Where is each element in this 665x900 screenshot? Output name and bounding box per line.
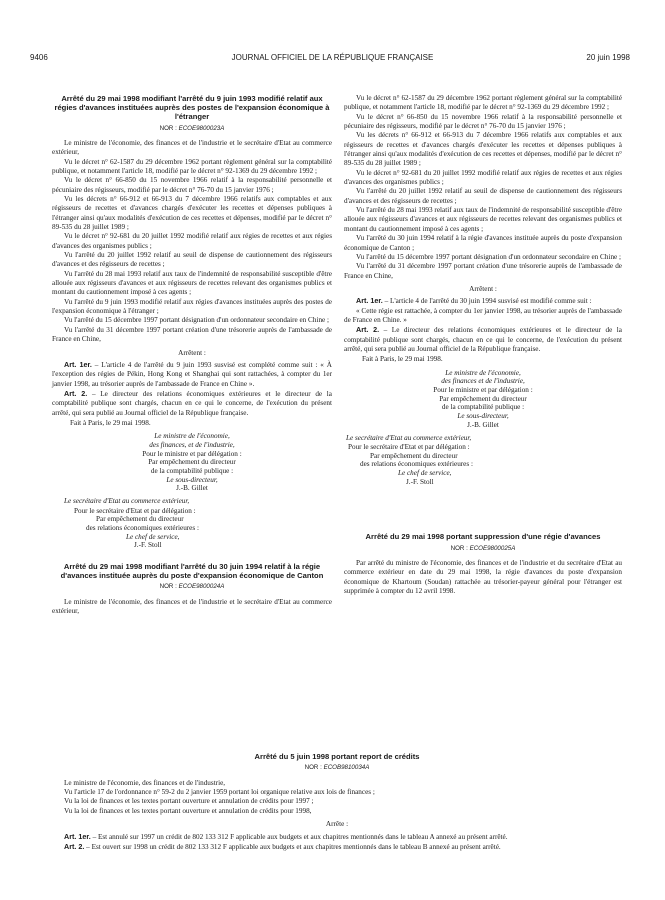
signature-name: J.-F. Stoll — [134, 541, 162, 550]
decree-2-nor — [52, 582, 332, 591]
bottom-section — [52, 752, 622, 852]
paragraph: Vu l'article 17 de l'ordonnance n° 59-2 du 2 janvier 1959 portant loi organique relative aux lois de finances ; — [64, 788, 375, 797]
article-1 — [52, 360, 332, 389]
article-1-quote: « Cette régie est rattachée, à compter du 1er janvier 1998, au trésorier auprès de l'ambassade de France en Chine. » — [344, 306, 622, 324]
article-1-label: Art. 1er. — [64, 831, 91, 841]
article-1 — [344, 296, 622, 306]
paragraph: Le ministre de l'économie, des finances et de l'industrie et le secrétaire d'Etat au commerce extérieur, — [52, 597, 332, 616]
arrete-heading: Arrête : — [325, 820, 349, 829]
paragraph: Vu l'arrêté du 31 décembre 1997 portant création d'une trésorerie auprès de l'ambassade de France en Chine, — [344, 262, 622, 280]
issue-date: 20 juin 1998 — [586, 53, 630, 62]
nor-label: NOR : — [450, 544, 468, 552]
signature-block-secretary — [344, 443, 622, 487]
paragraph: Vu l'arrêté du 31 décembre 1997 portant création d'une trésorerie auprès de l'ambassade de France en Chine, — [52, 325, 332, 344]
paragraph: Le ministre de l'économie, des finances et de l'industrie et le secrétaire d'Etat au commerce extérieur, — [52, 138, 332, 157]
journal-title: JOURNAL OFFICIEL DE LA RÉPUBLIQUE FRANÇAISE — [231, 53, 434, 62]
signature-line: Pour le secrétaire d'Etat et par délégation : — [348, 442, 470, 451]
right-column — [344, 94, 622, 596]
decree-4-title: Arrêté du 5 juin 1998 portant report de crédits — [254, 752, 420, 761]
signature-name: J.-B. Gillet — [467, 420, 499, 429]
paragraph: Vu l'arrêté du 15 décembre 1997 portant désignation d'un ordonnateur secondaire en Chine ; — [356, 252, 622, 261]
article-2 — [52, 842, 622, 852]
paragraph: Vu la loi de finances et les textes portant ouverture et annulation de crédits pour 1998, — [64, 806, 312, 815]
signature-name: J.-F. Stoll — [406, 477, 434, 486]
decree-1-nor — [52, 124, 332, 133]
signature-name: J.-B. Gillet — [176, 484, 208, 493]
signature-secretary-title: Le secrétaire d'Etat au commerce extérieur, — [64, 497, 190, 506]
signature-line: Par empêchement du directeur — [148, 458, 236, 467]
decree-2-title: Arrêté du 29 mai 1998 modifiant l'arrêté du 30 juin 1994 relatif à la régie d'avances instituée auprès du poste d'expansion économique de Canton — [60, 562, 324, 581]
signature-block-minister — [52, 432, 332, 493]
signature-line: Par empêchement du directeur — [370, 451, 458, 460]
article-2-label: Art. 2. — [64, 388, 88, 398]
article-1-label: Art. 1er. — [356, 296, 383, 306]
signature-secretary-title: Le secrétaire d'Etat au commerce extérieur, — [346, 433, 472, 442]
signature-line: Pour le ministre et par délégation : — [142, 449, 242, 458]
page-header — [0, 0, 665, 66]
page-number: 9406 — [30, 53, 48, 62]
signature-line: des relations économiques extérieures : — [360, 460, 473, 469]
paragraph: Vu l'arrêté du 28 mai 1993 relatif aux taux de l'indemnité de responsabilité susceptible d'être allouée aux régisseurs d'avances et aux régisseurs de recettes relevant des organismes publics et montant du cautionnement imposé à ces agents ; — [344, 206, 622, 233]
decree-3-title: Arrêté du 29 mai 1998 portant suppression d'une régie d'avances — [365, 532, 601, 542]
paragraph: Vu les décrets n° 66-912 et 66-913 du 7 décembre 1966 relatifs aux comptables et aux régisseurs de recettes et d'avances chargés d'exécuter les recettes et dépenses publiques à l'étranger ainsi qu'aux modalités d'exécution de ces recettes et dépenses, modifié par le décret n° 89-535 du 28 juillet 1989 ; — [344, 131, 622, 168]
signature-line: Le chef de service, — [126, 532, 180, 541]
signature-line: Pour le ministre et par délégation : — [433, 386, 533, 395]
article-1-text: – Est annulé sur 1997 un crédit de 802 133 312 F applicable aux budgets et aux chapitres mentionnés dans le tableau A annexé au présent arrêté. — [90, 832, 508, 841]
arrete-heading: Arrêtent : — [469, 284, 497, 293]
nor-code: ECOE9800024A — [178, 583, 225, 591]
nor-code: ECOE9800025A — [469, 544, 516, 552]
article-1-label: Art. 1er. — [64, 359, 92, 369]
nor-code: ECOE9800023A — [178, 124, 225, 132]
article-2-text: – Le directeur des relations économiques extérieures et le directeur de la comptabilité publique sont chargés, chacun en ce qui le concerne, de l'exécution du présent arrêté, qui sera publié au Journal officiel de la République française. — [344, 326, 622, 353]
article-1-text: – L'article 4 de l'arrêté du 30 juin 1994 susvisé est modifié comme suit : — [382, 297, 592, 306]
article-2-text: – Le directeur des relations économiques extérieures et le directeur de la comptabilité publique sont chargés, chacun en ce qui le concerne, de l'exécution du présent arrêté, qui sera publié au Journal officiel de la République française. — [52, 389, 332, 417]
article-2 — [52, 389, 332, 418]
signature-line: Par empêchement du directeur — [439, 394, 527, 403]
article-2-label: Art. 2. — [64, 842, 85, 852]
nor-label: NOR : — [159, 583, 177, 591]
paragraph: Vu l'arrêté du 30 juin 1994 relatif à la régie d'avances instituée auprès du poste d'expansion économique de Canton ; — [344, 234, 622, 252]
signature-line: Le sous-directeur, — [166, 475, 218, 484]
paragraph: Vu la loi de finances et les textes portant ouverture et annulation de crédits pour 1997 ; — [64, 797, 314, 806]
signature-line: Pour le secrétaire d'Etat et par délégation : — [74, 506, 196, 515]
paragraph: Vu le décret n° 62-1587 du 29 décembre 1962 portant règlement général sur la comptabilité publique, et notamment l'article 18, modifié par le décret n° 92-1369 du 29 décembre 1992 ; — [52, 157, 332, 175]
nor-label: NOR : — [304, 764, 322, 772]
paragraph: Vu le décret n° 92-681 du 20 juillet 1992 modifié relatif aux régies de recettes et aux régies d'avances des organismes publics ; — [344, 168, 622, 187]
signature-line: de la comptabilité publique : — [441, 403, 525, 412]
decree-1-title: Arrêté du 29 mai 1998 modifiant l'arrêté du 9 juin 1993 modifié relatif aux régies d'avances instituées auprès des postes de l'expansion économique à l'étranger — [54, 94, 330, 122]
left-column — [52, 94, 332, 616]
arrete-heading: Arrêtent : — [178, 348, 206, 357]
signature-line: de la comptabilité publique : — [150, 467, 234, 476]
decree-4-nor — [52, 763, 622, 772]
signature-line: Le sous-directeur, — [457, 412, 509, 421]
paragraph: Vu le décret n° 92-681 du 20 juillet 1992 modifié relatif aux régies de recettes et aux régies d'avances des organismes publics ; — [52, 232, 332, 250]
nor-code: ECOB9810034A — [323, 764, 370, 772]
signature-line: des finances, et de l'industrie, — [149, 440, 235, 449]
signature-place-date: Fait à Paris, le 29 mai 1998. — [70, 418, 151, 427]
paragraph: Vu l'arrêté du 20 juillet 1992 relatif au seuil de dispense de cautionnement des régisseurs d'avances et des régisseurs de recettes ; — [344, 187, 622, 205]
signature-line: des relations économiques extérieures : — [86, 523, 199, 532]
signature-line: Le chef de service, — [398, 469, 452, 477]
signature-block-secretary — [52, 507, 332, 551]
nor-label: NOR : — [159, 124, 177, 132]
paragraph: Le ministre de l'économie, des finances et de l'industrie, — [64, 778, 226, 787]
paragraph: Par arrêté du ministre de l'économie, des finances et de l'industrie et du secrétaire d'Etat au commerce extérieur en date du 29 mai 1998, la régie d'avances du poste d'expansion économique de Khartoum (Soudan) rattachée au trésorier-payeur général pour l'étranger est supprimée à compter du 12 avril 1998. — [344, 558, 622, 595]
article-1-text: – L'article 4 de l'arrêté du 9 juin 1993 susvisé est complété comme suit : « À l'exception des régies de Pékin, Hong Kong et Shanghai qui sont rattachées, à compter du 1er janvier 1998, au trésorier auprès de l'ambassade de France en Chine ». — [52, 360, 332, 388]
signature-line: Le ministre de l'économie, — [154, 432, 230, 441]
article-2 — [344, 325, 622, 354]
article-1 — [52, 832, 622, 842]
signature-block-minister — [344, 369, 622, 430]
signature-line: Par empêchement du directeur — [96, 515, 184, 524]
paragraph: Vu le décret n° 66-850 du 15 novembre 1966 relatif à la responsabilité personnelle et pécuniaire des régisseurs, modifié par le décret n° 76-70 du 15 janvier 1976 ; — [52, 176, 332, 194]
signature-line: Le ministre de l'économie, — [445, 368, 521, 377]
paragraph: Vu le décret n° 62-1587 du 29 décembre 1962 portant règlement général sur la comptabilité publique, et notamment l'article 18, modifié par le décret n° 92-1369 du 29 décembre 1992 ; — [344, 94, 622, 112]
paragraph: Vu l'arrêté du 9 juin 1993 modifié relatif aux régies d'avances instituées auprès des postes de l'expansion économique à l'étranger ; — [52, 297, 332, 316]
paragraph: Vu les décrets n° 66-912 et 66-913 du 7 décembre 1966 relatifs aux comptables et aux régisseurs de recettes et d'avances chargés d'exécuter les recettes et dépenses publiques à l'étranger ainsi qu'aux modalités d'exécution de ces recettes et dépenses, modifié par le décret n° 89-535 du 28 juillet 1989 ; — [52, 195, 332, 232]
decree-3-nor — [344, 544, 622, 553]
paragraph: Vu l'arrêté du 28 mai 1993 relatif aux taux de l'indemnité de responsabilité susceptible d'être allouée aux régisseurs d'avances et aux régisseurs de recettes relevant des organismes publics et montant du cautionnement imposé à ces agents ; — [52, 269, 332, 297]
signature-place-date: Fait à Paris, le 29 mai 1998. — [362, 355, 443, 364]
paragraph: Vu l'arrêté du 15 décembre 1997 portant désignation d'un ordonnateur secondaire en Chine ; — [64, 316, 330, 325]
signature-line: des finances et de l'industrie, — [441, 377, 525, 386]
article-2-text: – Est ouvert sur 1998 un crédit de 802 133 312 F applicable aux budgets et aux chapitres mentionnés dans le tableau B annexé au présent arrêté. — [84, 843, 501, 852]
paragraph: Vu l'arrêté du 20 juillet 1992 relatif au seuil de dispense de cautionnement des régisseurs d'avances et des régisseurs de recettes ; — [52, 251, 332, 269]
article-2-label: Art. 2. — [356, 325, 380, 335]
paragraph: Vu le décret n° 66-850 du 15 novembre 1966 relatif à la responsabilité personnelle et pécuniaire des régisseurs, modifié par le décret n° 76-70 du 15 janvier 1976 ; — [344, 112, 622, 131]
